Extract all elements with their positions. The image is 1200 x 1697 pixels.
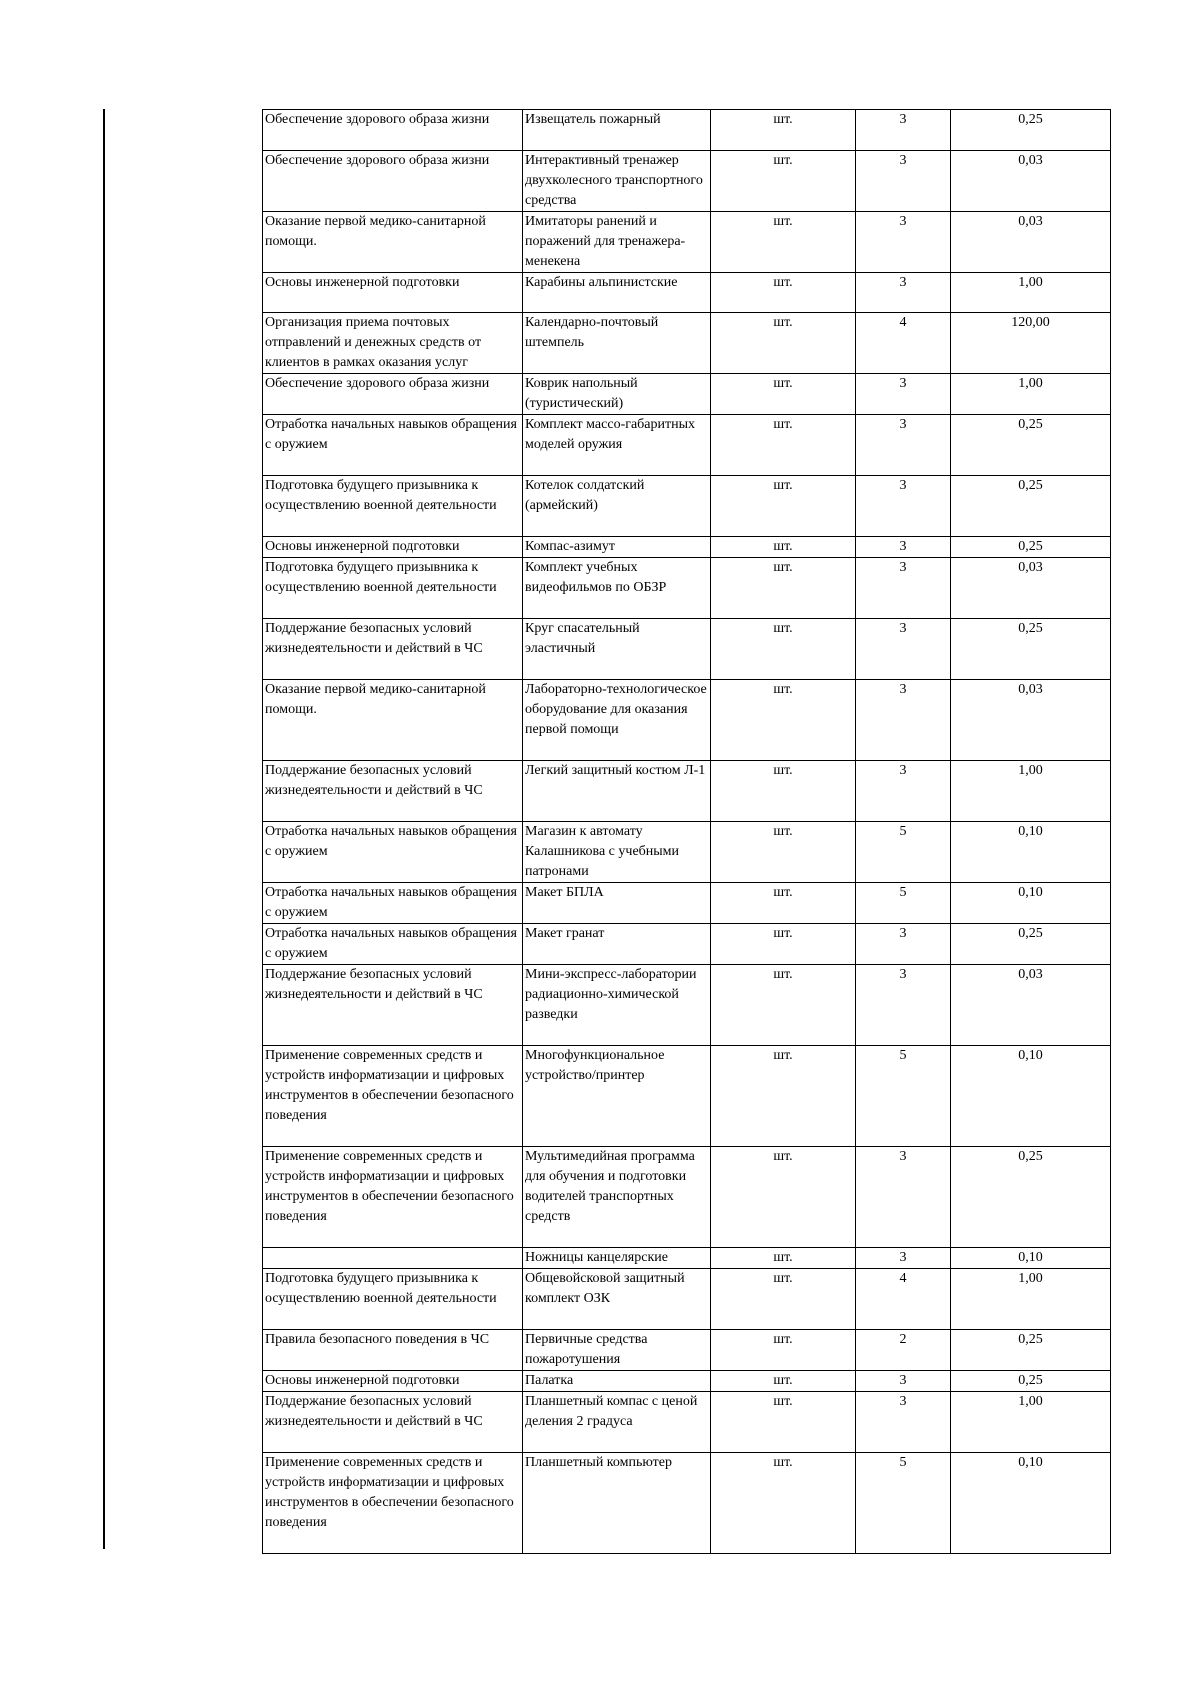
unit-cell: шт. — [711, 415, 856, 476]
table-row — [263, 273, 1111, 313]
section-cell: Правила безопасного поведения в ЧС — [263, 1330, 523, 1371]
item-cell: Ножницы канцелярские — [523, 1248, 711, 1269]
unit-cell: шт. — [711, 558, 856, 619]
section-cell: Основы инженерной подготовки — [263, 273, 523, 313]
price-cell: 1,00 — [951, 1392, 1111, 1453]
section-cell: Основы инженерной подготовки — [263, 1371, 523, 1392]
qty-cell: 3 — [856, 537, 951, 558]
item-cell: Общевойсковой защитный комплект ОЗК — [523, 1269, 711, 1330]
table-row — [263, 212, 1111, 273]
item-cell: Карабины альпинистские — [523, 273, 711, 313]
qty-cell: 3 — [856, 273, 951, 313]
qty-cell: 5 — [856, 1046, 951, 1147]
section-cell: Оказание первой медико-санитарной помощи. — [263, 680, 523, 761]
unit-cell: шт. — [711, 1371, 856, 1392]
qty-cell: 5 — [856, 822, 951, 883]
price-cell: 1,00 — [951, 761, 1111, 822]
qty-cell: 3 — [856, 1147, 951, 1248]
section-cell: Подготовка будущего призывника к осуществлению военной деятельности — [263, 1269, 523, 1330]
qty-cell: 3 — [856, 924, 951, 965]
qty-cell: 4 — [856, 313, 951, 374]
qty-cell: 3 — [856, 1392, 951, 1453]
item-cell: Комплект массо-габаритных моделей оружия — [523, 415, 711, 476]
qty-cell: 3 — [856, 1371, 951, 1392]
section-cell: Основы инженерной подготовки — [263, 537, 523, 558]
price-cell: 0,03 — [951, 558, 1111, 619]
section-cell: Отработка начальных навыков обращения с оружием — [263, 924, 523, 965]
unit-cell: шт. — [711, 151, 856, 212]
unit-cell: шт. — [711, 619, 856, 680]
table-row — [263, 1147, 1111, 1248]
table-row — [263, 537, 1111, 558]
qty-cell: 2 — [856, 1330, 951, 1371]
unit-cell: шт. — [711, 680, 856, 761]
price-cell: 0,10 — [951, 883, 1111, 924]
section-cell — [263, 1248, 523, 1269]
price-cell: 0,25 — [951, 619, 1111, 680]
item-cell: Планшетный компас с ценой деления 2 градуса — [523, 1392, 711, 1453]
left-margin-rule — [103, 109, 105, 1549]
price-cell: 0,25 — [951, 476, 1111, 537]
item-cell: Извещатель пожарный — [523, 110, 711, 151]
unit-cell: шт. — [711, 1330, 856, 1371]
item-cell: Первичные средства пожаротушения — [523, 1330, 711, 1371]
price-cell: 0,25 — [951, 537, 1111, 558]
section-cell: Подготовка будущего призывника к осуществлению военной деятельности — [263, 476, 523, 537]
item-cell: Планшетный компьютер — [523, 1453, 711, 1554]
item-cell: Мультимедийная программа для обучения и подготовки водителей транспортных средств — [523, 1147, 711, 1248]
item-cell: Палатка — [523, 1371, 711, 1392]
unit-cell: шт. — [711, 1392, 856, 1453]
unit-cell: шт. — [711, 212, 856, 273]
section-cell: Отработка начальных навыков обращения с оружием — [263, 822, 523, 883]
qty-cell: 5 — [856, 883, 951, 924]
section-cell: Обеспечение здорового образа жизни — [263, 151, 523, 212]
price-cell: 120,00 — [951, 313, 1111, 374]
price-cell: 0,03 — [951, 965, 1111, 1046]
table-row — [263, 883, 1111, 924]
table-row — [263, 415, 1111, 476]
section-cell: Обеспечение здорового образа жизни — [263, 374, 523, 415]
qty-cell: 3 — [856, 212, 951, 273]
price-cell: 0,10 — [951, 1248, 1111, 1269]
unit-cell: шт. — [711, 883, 856, 924]
unit-cell: шт. — [711, 1269, 856, 1330]
unit-cell: шт. — [711, 924, 856, 965]
table-row — [263, 151, 1111, 212]
qty-cell: 3 — [856, 374, 951, 415]
table-row — [263, 1269, 1111, 1330]
unit-cell: шт. — [711, 476, 856, 537]
price-cell: 0,10 — [951, 822, 1111, 883]
equipment-table — [262, 109, 1111, 1554]
item-cell: Интерактивный тренажер двухколесного транспортного средства — [523, 151, 711, 212]
price-cell: 1,00 — [951, 374, 1111, 415]
qty-cell: 3 — [856, 1248, 951, 1269]
item-cell: Легкий защитный костюм Л-1 — [523, 761, 711, 822]
unit-cell: шт. — [711, 761, 856, 822]
item-cell: Лабораторно-технологическое оборудование для оказания первой помощи — [523, 680, 711, 761]
section-cell: Поддержание безопасных условий жизнедеятельности и действий в ЧС — [263, 619, 523, 680]
unit-cell: шт. — [711, 313, 856, 374]
section-cell: Подготовка будущего призывника к осуществлению военной деятельности — [263, 558, 523, 619]
price-cell: 0,25 — [951, 1330, 1111, 1371]
price-cell: 0,03 — [951, 680, 1111, 761]
price-cell: 1,00 — [951, 273, 1111, 313]
qty-cell: 3 — [856, 476, 951, 537]
table-row — [263, 1330, 1111, 1371]
section-cell: Организация приема почтовых отправлений и денежных средств от клиентов в рамках оказания услуг — [263, 313, 523, 374]
table-row — [263, 558, 1111, 619]
section-cell: Поддержание безопасных условий жизнедеятельности и действий в ЧС — [263, 965, 523, 1046]
unit-cell: шт. — [711, 1248, 856, 1269]
table-row — [263, 1453, 1111, 1554]
section-cell: Поддержание безопасных условий жизнедеятельности и действий в ЧС — [263, 761, 523, 822]
table-row — [263, 822, 1111, 883]
price-cell: 0,10 — [951, 1453, 1111, 1554]
table-row — [263, 374, 1111, 415]
unit-cell: шт. — [711, 110, 856, 151]
item-cell: Мини-экспресс-лаборатории радиационно-химической разведки — [523, 965, 711, 1046]
table-row — [263, 924, 1111, 965]
qty-cell: 3 — [856, 415, 951, 476]
table-row — [263, 110, 1111, 151]
unit-cell: шт. — [711, 1046, 856, 1147]
unit-cell: шт. — [711, 273, 856, 313]
price-cell: 0,25 — [951, 415, 1111, 476]
qty-cell: 3 — [856, 151, 951, 212]
price-cell: 0,25 — [951, 1371, 1111, 1392]
table-row — [263, 761, 1111, 822]
qty-cell: 3 — [856, 761, 951, 822]
table-row — [263, 965, 1111, 1046]
unit-cell: шт. — [711, 374, 856, 415]
qty-cell: 3 — [856, 558, 951, 619]
table-row — [263, 313, 1111, 374]
item-cell: Магазин к автомату Калашникова с учебными патронами — [523, 822, 711, 883]
unit-cell: шт. — [711, 1453, 856, 1554]
item-cell: Календарно-почтовый штемпель — [523, 313, 711, 374]
price-cell: 0,25 — [951, 924, 1111, 965]
section-cell: Применение современных средств и устройств информатизации и цифровых инструментов в обеспечении безопасного поведения — [263, 1046, 523, 1147]
price-cell: 0,10 — [951, 1046, 1111, 1147]
item-cell: Круг спасательный эластичный — [523, 619, 711, 680]
section-cell: Применение современных средств и устройств информатизации и цифровых инструментов в обеспечении безопасного поведения — [263, 1147, 523, 1248]
unit-cell: шт. — [711, 537, 856, 558]
table-row — [263, 619, 1111, 680]
table-row — [263, 1371, 1111, 1392]
table-row — [263, 476, 1111, 537]
table-row — [263, 680, 1111, 761]
qty-cell: 4 — [856, 1269, 951, 1330]
qty-cell: 3 — [856, 965, 951, 1046]
price-cell: 1,00 — [951, 1269, 1111, 1330]
price-cell: 0,03 — [951, 212, 1111, 273]
qty-cell: 5 — [856, 1453, 951, 1554]
table-row — [263, 1046, 1111, 1147]
price-cell: 0,03 — [951, 151, 1111, 212]
unit-cell: шт. — [711, 1147, 856, 1248]
item-cell: Имитаторы ранений и поражений для тренажера-менекена — [523, 212, 711, 273]
price-cell: 0,25 — [951, 110, 1111, 151]
table-row — [263, 1248, 1111, 1269]
section-cell: Применение современных средств и устройств информатизации и цифровых инструментов в обеспечении безопасного поведения — [263, 1453, 523, 1554]
item-cell: Котелок солдатский (армейский) — [523, 476, 711, 537]
section-cell: Оказание первой медико-санитарной помощи. — [263, 212, 523, 273]
price-cell: 0,25 — [951, 1147, 1111, 1248]
item-cell: Макет гранат — [523, 924, 711, 965]
qty-cell: 3 — [856, 619, 951, 680]
qty-cell: 3 — [856, 680, 951, 761]
section-cell: Обеспечение здорового образа жизни — [263, 110, 523, 151]
item-cell: Коврик напольный (туристический) — [523, 374, 711, 415]
item-cell: Макет БПЛА — [523, 883, 711, 924]
section-cell: Отработка начальных навыков обращения с оружием — [263, 415, 523, 476]
table-row — [263, 1392, 1111, 1453]
qty-cell: 3 — [856, 110, 951, 151]
item-cell: Многофункциональное устройство/принтер — [523, 1046, 711, 1147]
unit-cell: шт. — [711, 965, 856, 1046]
section-cell: Поддержание безопасных условий жизнедеятельности и действий в ЧС — [263, 1392, 523, 1453]
item-cell: Комплект учебных видеофильмов по ОБЗР — [523, 558, 711, 619]
item-cell: Компас-азимут — [523, 537, 711, 558]
section-cell: Отработка начальных навыков обращения с оружием — [263, 883, 523, 924]
unit-cell: шт. — [711, 822, 856, 883]
